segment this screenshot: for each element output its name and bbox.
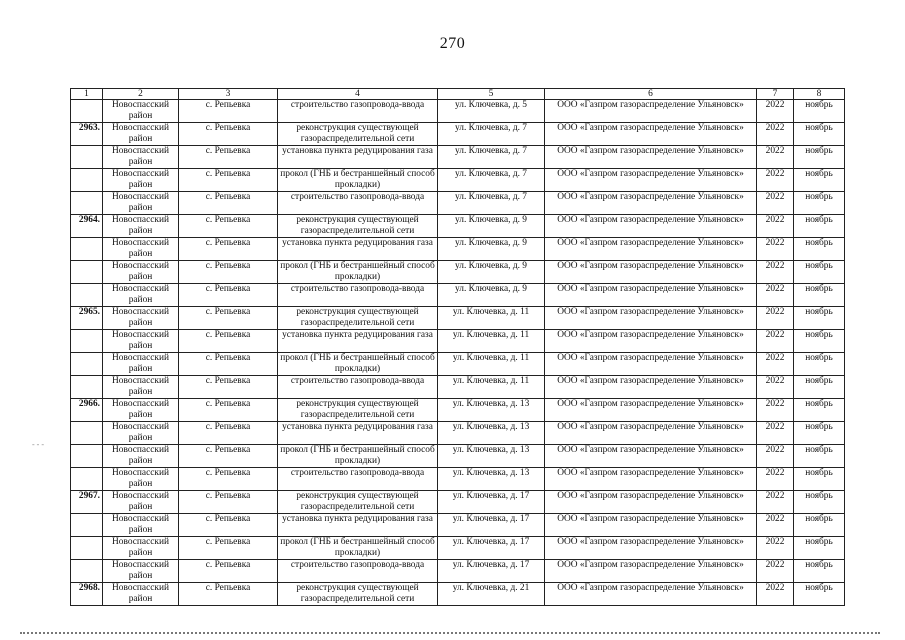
work-type-cell: строительство газопровода-ввода bbox=[278, 468, 438, 491]
district-cell: Новоспасский район bbox=[103, 215, 179, 238]
table-row bbox=[71, 330, 845, 353]
table-row bbox=[71, 353, 845, 376]
column-header-2: 2 bbox=[103, 89, 179, 100]
work-type-cell: установка пункта редуцирования газа bbox=[278, 146, 438, 169]
table-row bbox=[71, 192, 845, 215]
year-cell: 2022 bbox=[757, 353, 794, 376]
month-cell: ноябрь bbox=[794, 100, 845, 123]
row-number bbox=[71, 353, 103, 376]
margin-mark: - - - bbox=[32, 440, 44, 449]
table-row bbox=[71, 514, 845, 537]
column-header-4: 4 bbox=[278, 89, 438, 100]
row-number bbox=[71, 100, 103, 123]
row-number bbox=[71, 284, 103, 307]
work-type-cell: реконструкция существующей газораспределительной сети bbox=[278, 399, 438, 422]
year-cell: 2022 bbox=[757, 376, 794, 399]
row-number bbox=[71, 445, 103, 468]
work-type-cell: прокол (ГНБ и бестраншейный способ прокладки) bbox=[278, 445, 438, 468]
work-type-cell: строительство газопровода-ввода bbox=[278, 376, 438, 399]
table-row bbox=[71, 284, 845, 307]
year-cell: 2022 bbox=[757, 422, 794, 445]
year-cell: 2022 bbox=[757, 514, 794, 537]
district-cell: Новоспасский район bbox=[103, 123, 179, 146]
address-cell: ул. Ключевка, д. 7 bbox=[438, 123, 545, 146]
address-cell: ул. Ключевка, д. 17 bbox=[438, 537, 545, 560]
organization-cell: ООО «Газпром газораспределение Ульяновск» bbox=[545, 169, 757, 192]
organization-cell: ООО «Газпром газораспределение Ульяновск» bbox=[545, 514, 757, 537]
table-row bbox=[71, 491, 845, 514]
table-row bbox=[71, 261, 845, 284]
work-type-cell: строительство газопровода-ввода bbox=[278, 100, 438, 123]
year-cell: 2022 bbox=[757, 146, 794, 169]
work-type-cell: установка пункта редуцирования газа bbox=[278, 514, 438, 537]
district-cell: Новоспасский район bbox=[103, 307, 179, 330]
work-type-cell: реконструкция существующей газораспределительной сети bbox=[278, 491, 438, 514]
table-row bbox=[71, 146, 845, 169]
organization-cell: ООО «Газпром газораспределение Ульяновск» bbox=[545, 192, 757, 215]
organization-cell: ООО «Газпром газораспределение Ульяновск» bbox=[545, 399, 757, 422]
address-cell: ул. Ключевка, д. 9 bbox=[438, 284, 545, 307]
work-type-cell: реконструкция существующей газораспределительной сети bbox=[278, 123, 438, 146]
address-cell: ул. Ключевка, д. 11 bbox=[438, 307, 545, 330]
district-cell: Новоспасский район bbox=[103, 146, 179, 169]
locality-cell: с. Репьевка bbox=[179, 238, 278, 261]
organization-cell: ООО «Газпром газораспределение Ульяновск» bbox=[545, 238, 757, 261]
district-cell: Новоспасский район bbox=[103, 491, 179, 514]
address-cell: ул. Ключевка, д. 11 bbox=[438, 330, 545, 353]
table-row bbox=[71, 169, 845, 192]
year-cell: 2022 bbox=[757, 238, 794, 261]
year-cell: 2022 bbox=[757, 330, 794, 353]
work-type-cell: прокол (ГНБ и бестраншейный способ прокладки) bbox=[278, 169, 438, 192]
row-number bbox=[71, 330, 103, 353]
row-number bbox=[71, 238, 103, 261]
district-cell: Новоспасский район bbox=[103, 376, 179, 399]
organization-cell: ООО «Газпром газораспределение Ульяновск» bbox=[545, 537, 757, 560]
locality-cell: с. Репьевка bbox=[179, 445, 278, 468]
district-cell: Новоспасский район bbox=[103, 583, 179, 606]
district-cell: Новоспасский район bbox=[103, 284, 179, 307]
organization-cell: ООО «Газпром газораспределение Ульяновск» bbox=[545, 123, 757, 146]
month-cell: ноябрь bbox=[794, 215, 845, 238]
month-cell: ноябрь bbox=[794, 445, 845, 468]
column-header-7: 7 bbox=[757, 89, 794, 100]
month-cell: ноябрь bbox=[794, 261, 845, 284]
district-cell: Новоспасский район bbox=[103, 537, 179, 560]
month-cell: ноябрь bbox=[794, 330, 845, 353]
table-row bbox=[71, 100, 845, 123]
row-number bbox=[71, 422, 103, 445]
address-cell: ул. Ключевка, д. 11 bbox=[438, 353, 545, 376]
district-cell: Новоспасский район bbox=[103, 560, 179, 583]
district-cell: Новоспасский район bbox=[103, 468, 179, 491]
month-cell: ноябрь bbox=[794, 307, 845, 330]
locality-cell: с. Репьевка bbox=[179, 330, 278, 353]
table-row bbox=[71, 560, 845, 583]
month-cell: ноябрь bbox=[794, 399, 845, 422]
month-cell: ноябрь bbox=[794, 169, 845, 192]
table-row bbox=[71, 238, 845, 261]
work-type-cell: реконструкция существующей газораспределительной сети bbox=[278, 215, 438, 238]
organization-cell: ООО «Газпром газораспределение Ульяновск» bbox=[545, 468, 757, 491]
locality-cell: с. Репьевка bbox=[179, 468, 278, 491]
year-cell: 2022 bbox=[757, 169, 794, 192]
table-row bbox=[71, 376, 845, 399]
address-cell: ул. Ключевка, д. 13 bbox=[438, 468, 545, 491]
district-cell: Новоспасский район bbox=[103, 100, 179, 123]
month-cell: ноябрь bbox=[794, 238, 845, 261]
organization-cell: ООО «Газпром газораспределение Ульяновск» bbox=[545, 146, 757, 169]
column-header-6: 6 bbox=[545, 89, 757, 100]
table-row bbox=[71, 399, 845, 422]
column-header-5: 5 bbox=[438, 89, 545, 100]
district-cell: Новоспасский район bbox=[103, 514, 179, 537]
scan-edge bbox=[20, 632, 880, 638]
year-cell: 2022 bbox=[757, 445, 794, 468]
row-number bbox=[71, 468, 103, 491]
locality-cell: с. Репьевка bbox=[179, 215, 278, 238]
locality-cell: с. Репьевка bbox=[179, 123, 278, 146]
work-type-cell: строительство газопровода-ввода bbox=[278, 192, 438, 215]
year-cell: 2022 bbox=[757, 215, 794, 238]
district-cell: Новоспасский район bbox=[103, 353, 179, 376]
address-cell: ул. Ключевка, д. 13 bbox=[438, 445, 545, 468]
row-number bbox=[71, 537, 103, 560]
month-cell: ноябрь bbox=[794, 376, 845, 399]
district-cell: Новоспасский район bbox=[103, 192, 179, 215]
row-number bbox=[71, 146, 103, 169]
registry-table bbox=[70, 88, 845, 606]
locality-cell: с. Репьевка bbox=[179, 399, 278, 422]
row-number bbox=[71, 560, 103, 583]
table-body bbox=[71, 89, 845, 606]
year-cell: 2022 bbox=[757, 560, 794, 583]
month-cell: ноябрь bbox=[794, 422, 845, 445]
address-cell: ул. Ключевка, д. 7 bbox=[438, 169, 545, 192]
address-cell: ул. Ключевка, д. 9 bbox=[438, 261, 545, 284]
district-cell: Новоспасский район bbox=[103, 399, 179, 422]
organization-cell: ООО «Газпром газораспределение Ульяновск» bbox=[545, 330, 757, 353]
month-cell: ноябрь bbox=[794, 583, 845, 606]
year-cell: 2022 bbox=[757, 491, 794, 514]
organization-cell: ООО «Газпром газораспределение Ульяновск» bbox=[545, 376, 757, 399]
organization-cell: ООО «Газпром газораспределение Ульяновск» bbox=[545, 491, 757, 514]
locality-cell: с. Репьевка bbox=[179, 422, 278, 445]
organization-cell: ООО «Газпром газораспределение Ульяновск» bbox=[545, 261, 757, 284]
locality-cell: с. Репьевка bbox=[179, 169, 278, 192]
table-row bbox=[71, 537, 845, 560]
work-type-cell: строительство газопровода-ввода bbox=[278, 560, 438, 583]
work-type-cell: реконструкция существующей газораспределительной сети bbox=[278, 583, 438, 606]
organization-cell: ООО «Газпром газораспределение Ульяновск» bbox=[545, 215, 757, 238]
work-type-cell: прокол (ГНБ и бестраншейный способ прокладки) bbox=[278, 537, 438, 560]
work-type-cell: строительство газопровода-ввода bbox=[278, 284, 438, 307]
page-number: 270 bbox=[439, 35, 466, 52]
row-number: 2964. bbox=[71, 215, 103, 238]
work-type-cell: прокол (ГНБ и бестраншейный способ прокладки) bbox=[278, 261, 438, 284]
address-cell: ул. Ключевка, д. 17 bbox=[438, 514, 545, 537]
locality-cell: с. Репьевка bbox=[179, 514, 278, 537]
address-cell: ул. Ключевка, д. 7 bbox=[438, 146, 545, 169]
year-cell: 2022 bbox=[757, 261, 794, 284]
column-header-8: 8 bbox=[794, 89, 845, 100]
table-row bbox=[71, 422, 845, 445]
locality-cell: с. Репьевка bbox=[179, 537, 278, 560]
table-row bbox=[71, 123, 845, 146]
organization-cell: ООО «Газпром газораспределение Ульяновск» bbox=[545, 100, 757, 123]
address-cell: ул. Ключевка, д. 17 bbox=[438, 560, 545, 583]
locality-cell: с. Репьевка bbox=[179, 307, 278, 330]
row-number bbox=[71, 192, 103, 215]
table-row bbox=[71, 215, 845, 238]
organization-cell: ООО «Газпром газораспределение Ульяновск» bbox=[545, 422, 757, 445]
row-number bbox=[71, 376, 103, 399]
district-cell: Новоспасский район bbox=[103, 169, 179, 192]
organization-cell: ООО «Газпром газораспределение Ульяновск» bbox=[545, 284, 757, 307]
locality-cell: с. Репьевка bbox=[179, 284, 278, 307]
month-cell: ноябрь bbox=[794, 123, 845, 146]
work-type-cell: прокол (ГНБ и бестраншейный способ прокладки) bbox=[278, 353, 438, 376]
table-row bbox=[71, 445, 845, 468]
organization-cell: ООО «Газпром газораспределение Ульяновск» bbox=[545, 353, 757, 376]
address-cell: ул. Ключевка, д. 7 bbox=[438, 192, 545, 215]
month-cell: ноябрь bbox=[794, 192, 845, 215]
locality-cell: с. Репьевка bbox=[179, 560, 278, 583]
row-number: 2967. bbox=[71, 491, 103, 514]
organization-cell: ООО «Газпром газораспределение Ульяновск» bbox=[545, 307, 757, 330]
row-number: 2965. bbox=[71, 307, 103, 330]
address-cell: ул. Ключевка, д. 21 bbox=[438, 583, 545, 606]
locality-cell: с. Репьевка bbox=[179, 583, 278, 606]
address-cell: ул. Ключевка, д. 17 bbox=[438, 491, 545, 514]
header-row bbox=[71, 89, 845, 100]
month-cell: ноябрь bbox=[794, 353, 845, 376]
table-row bbox=[71, 468, 845, 491]
month-cell: ноябрь bbox=[794, 560, 845, 583]
year-cell: 2022 bbox=[757, 468, 794, 491]
month-cell: ноябрь bbox=[794, 284, 845, 307]
month-cell: ноябрь bbox=[794, 514, 845, 537]
year-cell: 2022 bbox=[757, 583, 794, 606]
year-cell: 2022 bbox=[757, 284, 794, 307]
row-number: 2968. bbox=[71, 583, 103, 606]
organization-cell: ООО «Газпром газораспределение Ульяновск» bbox=[545, 445, 757, 468]
address-cell: ул. Ключевка, д. 13 bbox=[438, 399, 545, 422]
year-cell: 2022 bbox=[757, 123, 794, 146]
work-type-cell: установка пункта редуцирования газа bbox=[278, 238, 438, 261]
district-cell: Новоспасский район bbox=[103, 445, 179, 468]
district-cell: Новоспасский район bbox=[103, 330, 179, 353]
work-type-cell: установка пункта редуцирования газа bbox=[278, 422, 438, 445]
address-cell: ул. Ключевка, д. 11 bbox=[438, 376, 545, 399]
locality-cell: с. Репьевка bbox=[179, 261, 278, 284]
row-number: 2966. bbox=[71, 399, 103, 422]
district-cell: Новоспасский район bbox=[103, 238, 179, 261]
locality-cell: с. Репьевка bbox=[179, 491, 278, 514]
year-cell: 2022 bbox=[757, 307, 794, 330]
month-cell: ноябрь bbox=[794, 491, 845, 514]
address-cell: ул. Ключевка, д. 13 bbox=[438, 422, 545, 445]
locality-cell: с. Репьевка bbox=[179, 192, 278, 215]
table-row bbox=[71, 583, 845, 606]
row-number bbox=[71, 514, 103, 537]
locality-cell: с. Репьевка bbox=[179, 353, 278, 376]
year-cell: 2022 bbox=[757, 100, 794, 123]
row-number bbox=[71, 261, 103, 284]
row-number: 2963. bbox=[71, 123, 103, 146]
column-header-3: 3 bbox=[179, 89, 278, 100]
month-cell: ноябрь bbox=[794, 146, 845, 169]
locality-cell: с. Репьевка bbox=[179, 100, 278, 123]
address-cell: ул. Ключевка, д. 9 bbox=[438, 238, 545, 261]
year-cell: 2022 bbox=[757, 192, 794, 215]
month-cell: ноябрь bbox=[794, 537, 845, 560]
district-cell: Новоспасский район bbox=[103, 261, 179, 284]
address-cell: ул. Ключевка, д. 9 bbox=[438, 215, 545, 238]
work-type-cell: установка пункта редуцирования газа bbox=[278, 330, 438, 353]
district-cell: Новоспасский район bbox=[103, 422, 179, 445]
year-cell: 2022 bbox=[757, 537, 794, 560]
organization-cell: ООО «Газпром газораспределение Ульяновск» bbox=[545, 583, 757, 606]
table-row bbox=[71, 307, 845, 330]
work-type-cell: реконструкция существующей газораспределительной сети bbox=[278, 307, 438, 330]
locality-cell: с. Репьевка bbox=[179, 376, 278, 399]
column-header-1: 1 bbox=[71, 89, 103, 100]
row-number bbox=[71, 169, 103, 192]
month-cell: ноябрь bbox=[794, 468, 845, 491]
year-cell: 2022 bbox=[757, 399, 794, 422]
address-cell: ул. Ключевка, д. 5 bbox=[438, 100, 545, 123]
organization-cell: ООО «Газпром газораспределение Ульяновск» bbox=[545, 560, 757, 583]
locality-cell: с. Репьевка bbox=[179, 146, 278, 169]
